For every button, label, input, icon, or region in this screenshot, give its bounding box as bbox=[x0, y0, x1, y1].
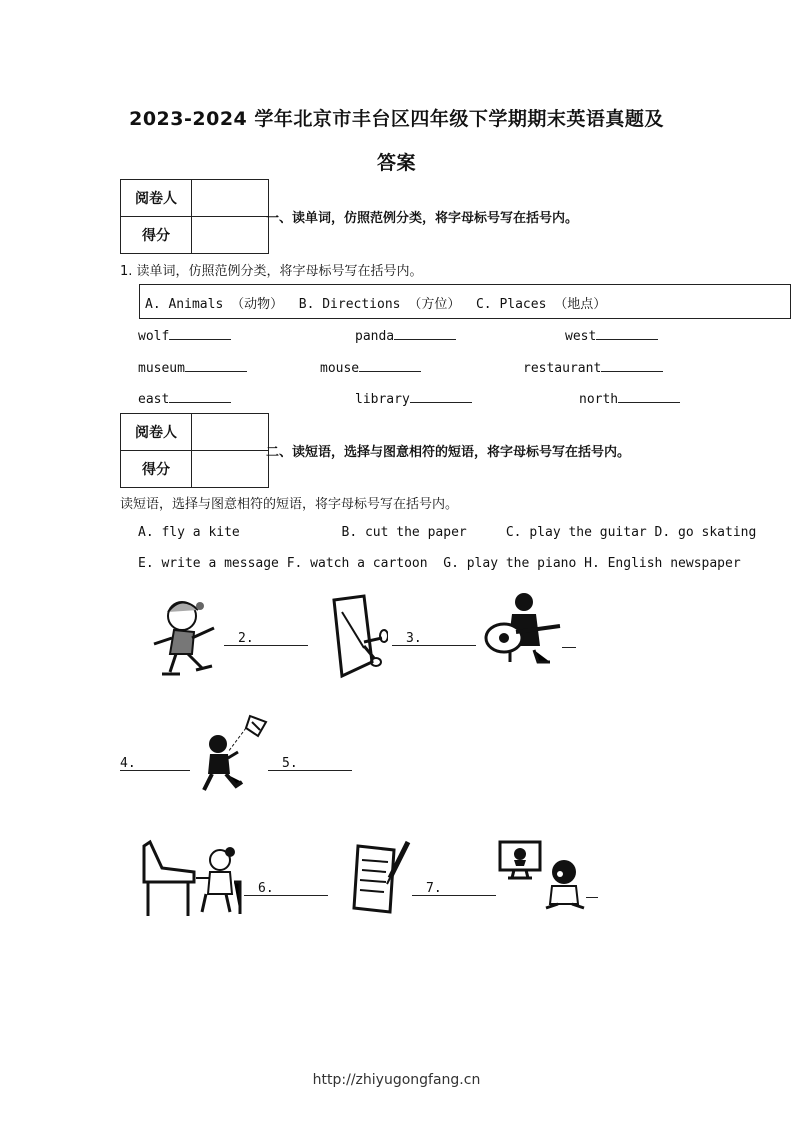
answer-blank[interactable] bbox=[359, 359, 421, 372]
answer-blank[interactable] bbox=[601, 359, 663, 372]
reviewer-label: 阅卷人 bbox=[121, 180, 192, 217]
answer-blank[interactable] bbox=[394, 327, 456, 340]
answer-blank[interactable] bbox=[410, 390, 472, 403]
section2-heading: 二、读短语，选择与图意相符的短语，将字母标号写在括号内。 bbox=[266, 445, 631, 460]
reviewer-cell[interactable] bbox=[192, 180, 269, 217]
question-label: 4. bbox=[120, 756, 136, 771]
piano-player-image bbox=[140, 838, 244, 924]
kite-flyer-image bbox=[198, 712, 270, 802]
score-cell[interactable] bbox=[192, 451, 269, 488]
word-item: north bbox=[579, 392, 619, 407]
watching-cartoon-image bbox=[498, 838, 586, 914]
word-item: library bbox=[355, 392, 410, 407]
writing-message-image bbox=[350, 838, 412, 918]
question-label: 5. bbox=[282, 756, 298, 771]
grader-table-1 bbox=[120, 179, 269, 254]
skating-child-image bbox=[140, 588, 222, 688]
grader-table-2 bbox=[120, 413, 269, 488]
reviewer-cell[interactable] bbox=[192, 414, 269, 451]
score-label: 得分 bbox=[121, 217, 192, 254]
answer-blank[interactable] bbox=[586, 897, 598, 898]
phrase-options-1: A. fly a kite B. cut the paper C. play the guitar D. go skating bbox=[138, 525, 757, 540]
score-cell[interactable] bbox=[192, 217, 269, 254]
section1-heading: 一、读单词，仿照范例分类，将字母标号写在括号内。 bbox=[266, 211, 579, 226]
word-item: east bbox=[138, 392, 170, 407]
word-item: wolf bbox=[138, 329, 170, 344]
question-label: 7. bbox=[426, 881, 442, 896]
page-title-line2: 答案 bbox=[376, 152, 416, 174]
section2-instruction: 读短语，选择与图意相符的短语，将字母标号写在括号内。 bbox=[120, 497, 459, 512]
word-item: mouse bbox=[320, 361, 360, 376]
question-label: 6. bbox=[258, 881, 274, 896]
section1-instruction: 1. 读单词，仿照范例分类，将字母标号写在括号内。 bbox=[120, 264, 423, 279]
question-label: 3. bbox=[406, 631, 422, 646]
guitar-player-image bbox=[480, 588, 562, 668]
page-title-line1: 2023-2024 学年北京市丰台区四年级下学期期末英语真题及 bbox=[129, 108, 664, 130]
footer-url: http://zhiyugongfang.cn bbox=[312, 1072, 481, 1088]
score-label: 得分 bbox=[121, 451, 192, 488]
answer-blank[interactable] bbox=[185, 359, 247, 372]
answer-blank[interactable] bbox=[169, 390, 231, 403]
word-item: restaurant bbox=[523, 361, 602, 376]
word-item: museum bbox=[138, 361, 185, 376]
answer-blank[interactable] bbox=[618, 390, 680, 403]
reviewer-label: 阅卷人 bbox=[121, 414, 192, 451]
category-options: A. Animals （动物） B. Directions （方位） C. Places （地点） bbox=[145, 297, 607, 312]
word-item: west bbox=[565, 329, 597, 344]
phrase-options-2: E. write a message F. watch a cartoon G. play the piano H. English newspaper bbox=[138, 556, 741, 571]
question-label: 2. bbox=[238, 631, 254, 646]
answer-blank[interactable] bbox=[169, 327, 231, 340]
answer-blank[interactable] bbox=[596, 327, 658, 340]
answer-blank[interactable] bbox=[562, 647, 576, 648]
cutting-paper-image bbox=[328, 592, 388, 684]
word-item: panda bbox=[355, 329, 395, 344]
